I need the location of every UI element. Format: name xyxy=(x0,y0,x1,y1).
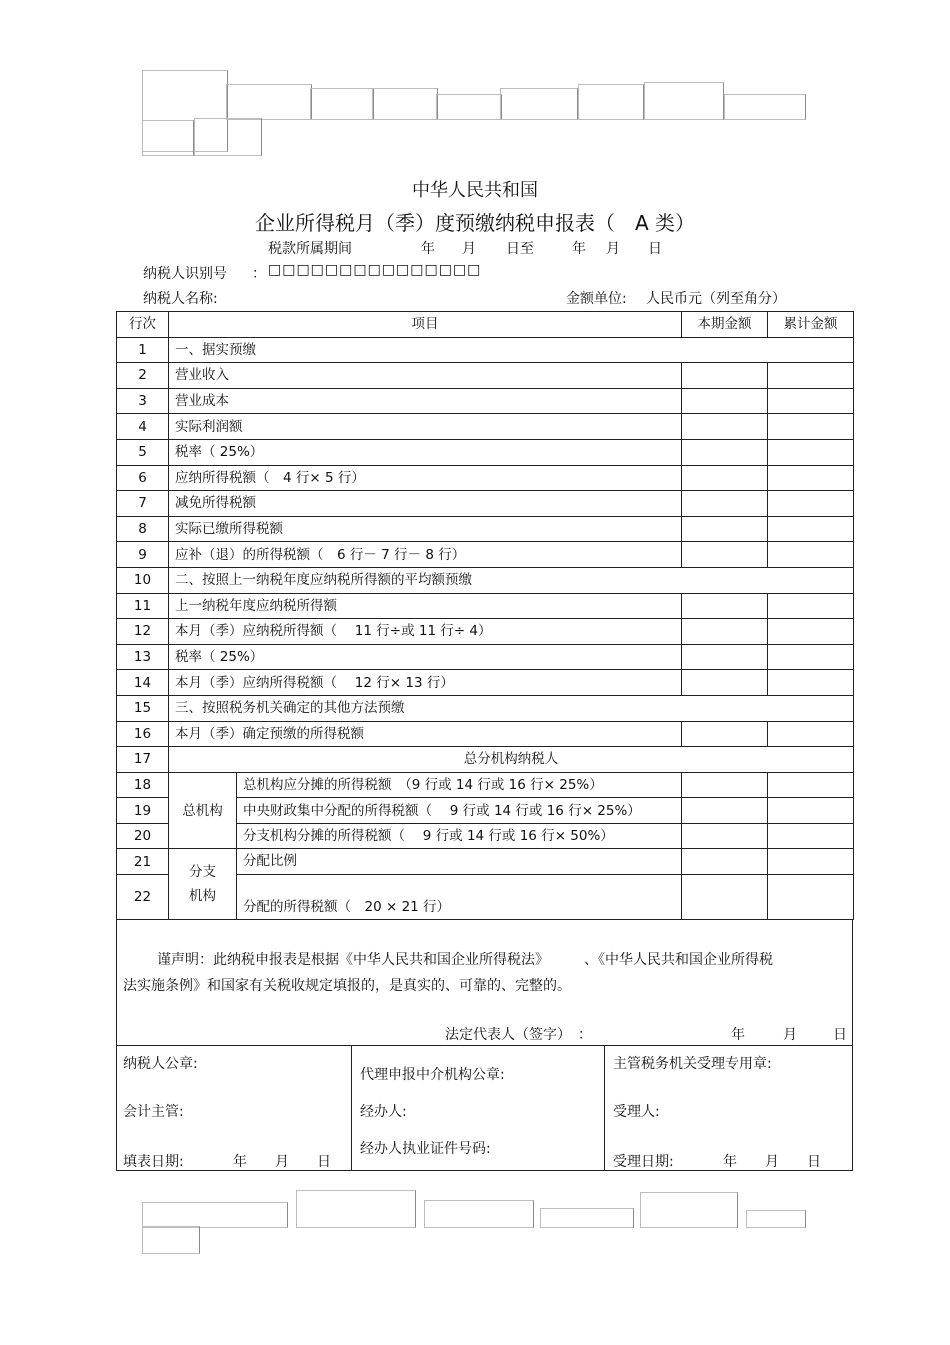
current-amount-cell[interactable] xyxy=(682,516,768,542)
signature-section xyxy=(116,1045,853,1171)
decorative-box xyxy=(500,88,578,120)
amount-unit-value: 人民币元（列至角分） xyxy=(646,291,786,307)
decorative-box xyxy=(226,84,312,120)
period-label: 税款所属期间 xyxy=(268,241,352,257)
row-number: 21 xyxy=(117,849,169,875)
decorative-box xyxy=(644,82,724,120)
current-amount-cell[interactable] xyxy=(682,491,768,517)
row-number: 10 xyxy=(117,567,169,593)
group-headquarters: 总机构 xyxy=(169,772,237,849)
cumulative-amount-cell[interactable] xyxy=(768,772,854,798)
table-row xyxy=(117,695,854,721)
decorative-box xyxy=(746,1210,806,1228)
taxpayer-seal-label: 纳税人公章: xyxy=(123,1056,198,1072)
decorative-box xyxy=(142,1202,288,1228)
row-number: 9 xyxy=(117,542,169,568)
accountant-label: 会计主管: xyxy=(123,1104,184,1120)
table-row xyxy=(117,439,854,465)
table-row xyxy=(117,567,854,593)
cumulative-amount-cell[interactable] xyxy=(768,670,854,696)
row-number: 3 xyxy=(117,388,169,414)
current-amount-cell[interactable] xyxy=(682,363,768,389)
current-amount-cell[interactable] xyxy=(682,465,768,491)
row-number: 14 xyxy=(117,670,169,696)
row-item: 分配的所得税额（ 20 × 21 行） xyxy=(237,875,682,920)
table-row xyxy=(117,644,854,670)
row-item: 二、按照上一纳税年度应纳税所得额的平均额预缴 xyxy=(169,567,854,593)
row-number: 22 xyxy=(117,875,169,920)
cumulative-amount-cell[interactable] xyxy=(768,798,854,824)
cumulative-amount-cell[interactable] xyxy=(768,388,854,414)
table-row xyxy=(117,619,854,645)
row-item: 减免所得税额 xyxy=(169,491,682,517)
table-row xyxy=(117,670,854,696)
decorative-box xyxy=(310,88,374,120)
table-row xyxy=(117,337,854,363)
sign-day: 日 xyxy=(833,1027,847,1043)
row-number: 6 xyxy=(117,465,169,491)
receiver-label: 受理人: xyxy=(613,1104,660,1120)
group-branch xyxy=(169,849,237,920)
table-row xyxy=(117,363,854,389)
table-row xyxy=(117,772,854,798)
current-amount-cell[interactable] xyxy=(682,593,768,619)
cumulative-amount-cell[interactable] xyxy=(768,849,854,875)
handler-label: 经办人: xyxy=(360,1104,407,1120)
decorative-box xyxy=(640,1192,738,1228)
row-item: 分配比例 xyxy=(237,849,682,875)
table-header-row xyxy=(117,312,854,338)
table-row xyxy=(117,414,854,440)
group-branch-line-2: 机构 xyxy=(189,888,216,905)
row-item: 实际已缴所得税额 xyxy=(169,516,682,542)
fill-date-year: 年 xyxy=(233,1154,247,1170)
current-amount-cell[interactable] xyxy=(682,721,768,747)
fill-date-label: 填表日期: xyxy=(123,1154,184,1170)
row-item: 总机构应分摊的所得税额 （9 行或 14 行或 16 行× 25%） xyxy=(237,772,682,798)
amount-unit-label: 金额单位: xyxy=(566,291,627,307)
decorative-box xyxy=(142,120,194,156)
current-amount-cell[interactable] xyxy=(682,542,768,568)
row-item: 本月（季）确定预缴的所得税额 xyxy=(169,721,682,747)
receive-date-day: 日 xyxy=(807,1154,821,1170)
row-item: 实际利润额 xyxy=(169,414,682,440)
cumulative-amount-cell[interactable] xyxy=(768,465,854,491)
decorative-box xyxy=(578,84,644,120)
current-amount-cell[interactable] xyxy=(682,644,768,670)
row-item: 应纳所得税额（ 4 行× 5 行） xyxy=(169,465,682,491)
cumulative-amount-cell[interactable] xyxy=(768,439,854,465)
row-item: 三、按照税务机关确定的其他方法预缴 xyxy=(169,695,854,721)
row-item: 税率（ 25%） xyxy=(169,644,682,670)
row-item: 中央财政集中分配的所得税额（ 9 行或 14 行或 16 行× 25%） xyxy=(237,798,682,824)
taxpayer-id-label: 纳税人识别号 xyxy=(143,266,227,282)
receive-date-year: 年 xyxy=(723,1154,737,1170)
table-row xyxy=(117,593,854,619)
cumulative-amount-cell[interactable] xyxy=(768,491,854,517)
row-item: 税率（ 25%） xyxy=(169,439,682,465)
cumulative-amount-cell[interactable] xyxy=(768,363,854,389)
row-item: 应补（退）的所得税额（ 6 行－ 7 行－ 8 行） xyxy=(169,542,682,568)
sign-month: 月 xyxy=(783,1027,797,1043)
agent-column xyxy=(351,1046,605,1170)
current-amount-cell[interactable] xyxy=(682,439,768,465)
table-row xyxy=(117,542,854,568)
current-amount-cell[interactable] xyxy=(682,388,768,414)
cumulative-amount-cell[interactable] xyxy=(768,721,854,747)
cumulative-amount-cell[interactable] xyxy=(768,619,854,645)
row-number: 1 xyxy=(117,337,169,363)
row-item: 本月（季）应纳税所得额（ 11 行÷或 11 行÷ 4） xyxy=(169,619,682,645)
table-row xyxy=(117,747,854,773)
receive-date-label: 受理日期: xyxy=(613,1154,674,1170)
taxpayer-column xyxy=(117,1046,351,1170)
current-amount-cell[interactable] xyxy=(682,670,768,696)
title-form: 企业所得税月（季）度预缴纳税申报表（ A 类） xyxy=(254,211,696,235)
table-row xyxy=(117,491,854,517)
taxpayer-name-label: 纳税人名称: xyxy=(143,291,218,307)
decorative-box xyxy=(540,1208,634,1228)
row-item: 上一纳税年度应纳税所得额 xyxy=(169,593,682,619)
row-number: 18 xyxy=(117,772,169,798)
period-year-2: 年 xyxy=(572,241,586,257)
period-year-1: 年 xyxy=(421,241,435,257)
current-amount-cell[interactable] xyxy=(682,772,768,798)
decorative-box xyxy=(424,1200,534,1228)
taxpayer-id-boxes[interactable]: □□□□□□□□□□□□□□□ xyxy=(268,262,482,278)
fill-date-month: 月 xyxy=(275,1154,289,1170)
period-month-1: 月 xyxy=(462,241,476,257)
row-number: 19 xyxy=(117,798,169,824)
row-number: 4 xyxy=(117,414,169,440)
receive-date-month: 月 xyxy=(765,1154,779,1170)
table-row xyxy=(117,849,854,875)
cumulative-amount-cell[interactable] xyxy=(768,644,854,670)
sign-year: 年 xyxy=(731,1027,745,1043)
header-row-number: 行次 xyxy=(117,312,169,338)
period-month-2: 月 xyxy=(606,241,620,257)
row-number: 5 xyxy=(117,439,169,465)
decorative-box xyxy=(724,94,806,120)
table-row xyxy=(117,388,854,414)
row-number: 13 xyxy=(117,644,169,670)
row-number: 2 xyxy=(117,363,169,389)
header-current-amount: 本期金额 xyxy=(682,312,768,338)
period-day-2: 日 xyxy=(648,241,662,257)
legal-representative-signature[interactable]: 法定代表人（签字） ： xyxy=(445,1027,592,1043)
header-item: 项目 xyxy=(169,312,682,338)
row-number: 16 xyxy=(117,721,169,747)
current-amount-cell[interactable] xyxy=(682,823,768,849)
decorative-box xyxy=(194,118,262,156)
cumulative-amount-cell[interactable] xyxy=(768,593,854,619)
row-number: 7 xyxy=(117,491,169,517)
row-item: 本月（季）应纳所得税额（ 12 行× 13 行） xyxy=(169,670,682,696)
decorative-box xyxy=(142,1226,200,1254)
period-day-1: 日至 xyxy=(506,241,534,257)
row-number: 12 xyxy=(117,619,169,645)
row-number: 15 xyxy=(117,695,169,721)
cumulative-amount-cell[interactable] xyxy=(768,542,854,568)
row-item: 营业收入 xyxy=(169,363,682,389)
decorative-box xyxy=(296,1190,416,1228)
row-number: 20 xyxy=(117,823,169,849)
declaration-line-1: 谨声明：此纳税申报表是根据《中华人民共和国企业所得税法》 、《中华人民共和国企业所得税 xyxy=(157,952,773,968)
current-amount-cell[interactable] xyxy=(682,849,768,875)
cumulative-amount-cell[interactable] xyxy=(768,823,854,849)
row-item: 一、据实预缴 xyxy=(169,337,854,363)
current-amount-cell[interactable] xyxy=(682,619,768,645)
authority-column xyxy=(604,1046,852,1170)
table-row xyxy=(117,516,854,542)
fill-date-day: 日 xyxy=(317,1154,331,1170)
table-row xyxy=(117,721,854,747)
row-item: 总分机构纳税人 xyxy=(169,747,854,773)
current-amount-cell[interactable] xyxy=(682,875,768,920)
cumulative-amount-cell[interactable] xyxy=(768,414,854,440)
authority-seal-label: 主管税务机关受理专用章: xyxy=(613,1056,772,1072)
declaration-block xyxy=(116,920,853,1046)
handler-cert-label: 经办人执业证件号码: xyxy=(360,1141,491,1157)
cumulative-amount-cell[interactable] xyxy=(768,875,854,920)
declaration-table xyxy=(116,311,854,920)
header-cumulative-amount: 累计金额 xyxy=(768,312,854,338)
row-item: 营业成本 xyxy=(169,388,682,414)
current-amount-cell[interactable] xyxy=(682,798,768,824)
title-country: 中华人民共和国 xyxy=(412,180,538,201)
declaration-line-2: 法实施条例》和国家有关税收规定填报的，是真实的、可靠的、完整的。 xyxy=(123,978,571,994)
row-number: 17 xyxy=(117,747,169,773)
agent-seal-label: 代理申报中介机构公章: xyxy=(360,1067,505,1083)
decorative-box xyxy=(436,94,502,120)
current-amount-cell[interactable] xyxy=(682,414,768,440)
group-branch-line-1: 分支 xyxy=(189,864,216,881)
row-number: 11 xyxy=(117,593,169,619)
cumulative-amount-cell[interactable] xyxy=(768,516,854,542)
row-item: 分支机构分摊的所得税额（ 9 行或 14 行或 16 行× 50%） xyxy=(237,823,682,849)
row-number: 8 xyxy=(117,516,169,542)
taxpayer-id-colon: ： xyxy=(252,266,266,282)
table-row xyxy=(117,465,854,491)
decorative-box xyxy=(372,88,438,120)
